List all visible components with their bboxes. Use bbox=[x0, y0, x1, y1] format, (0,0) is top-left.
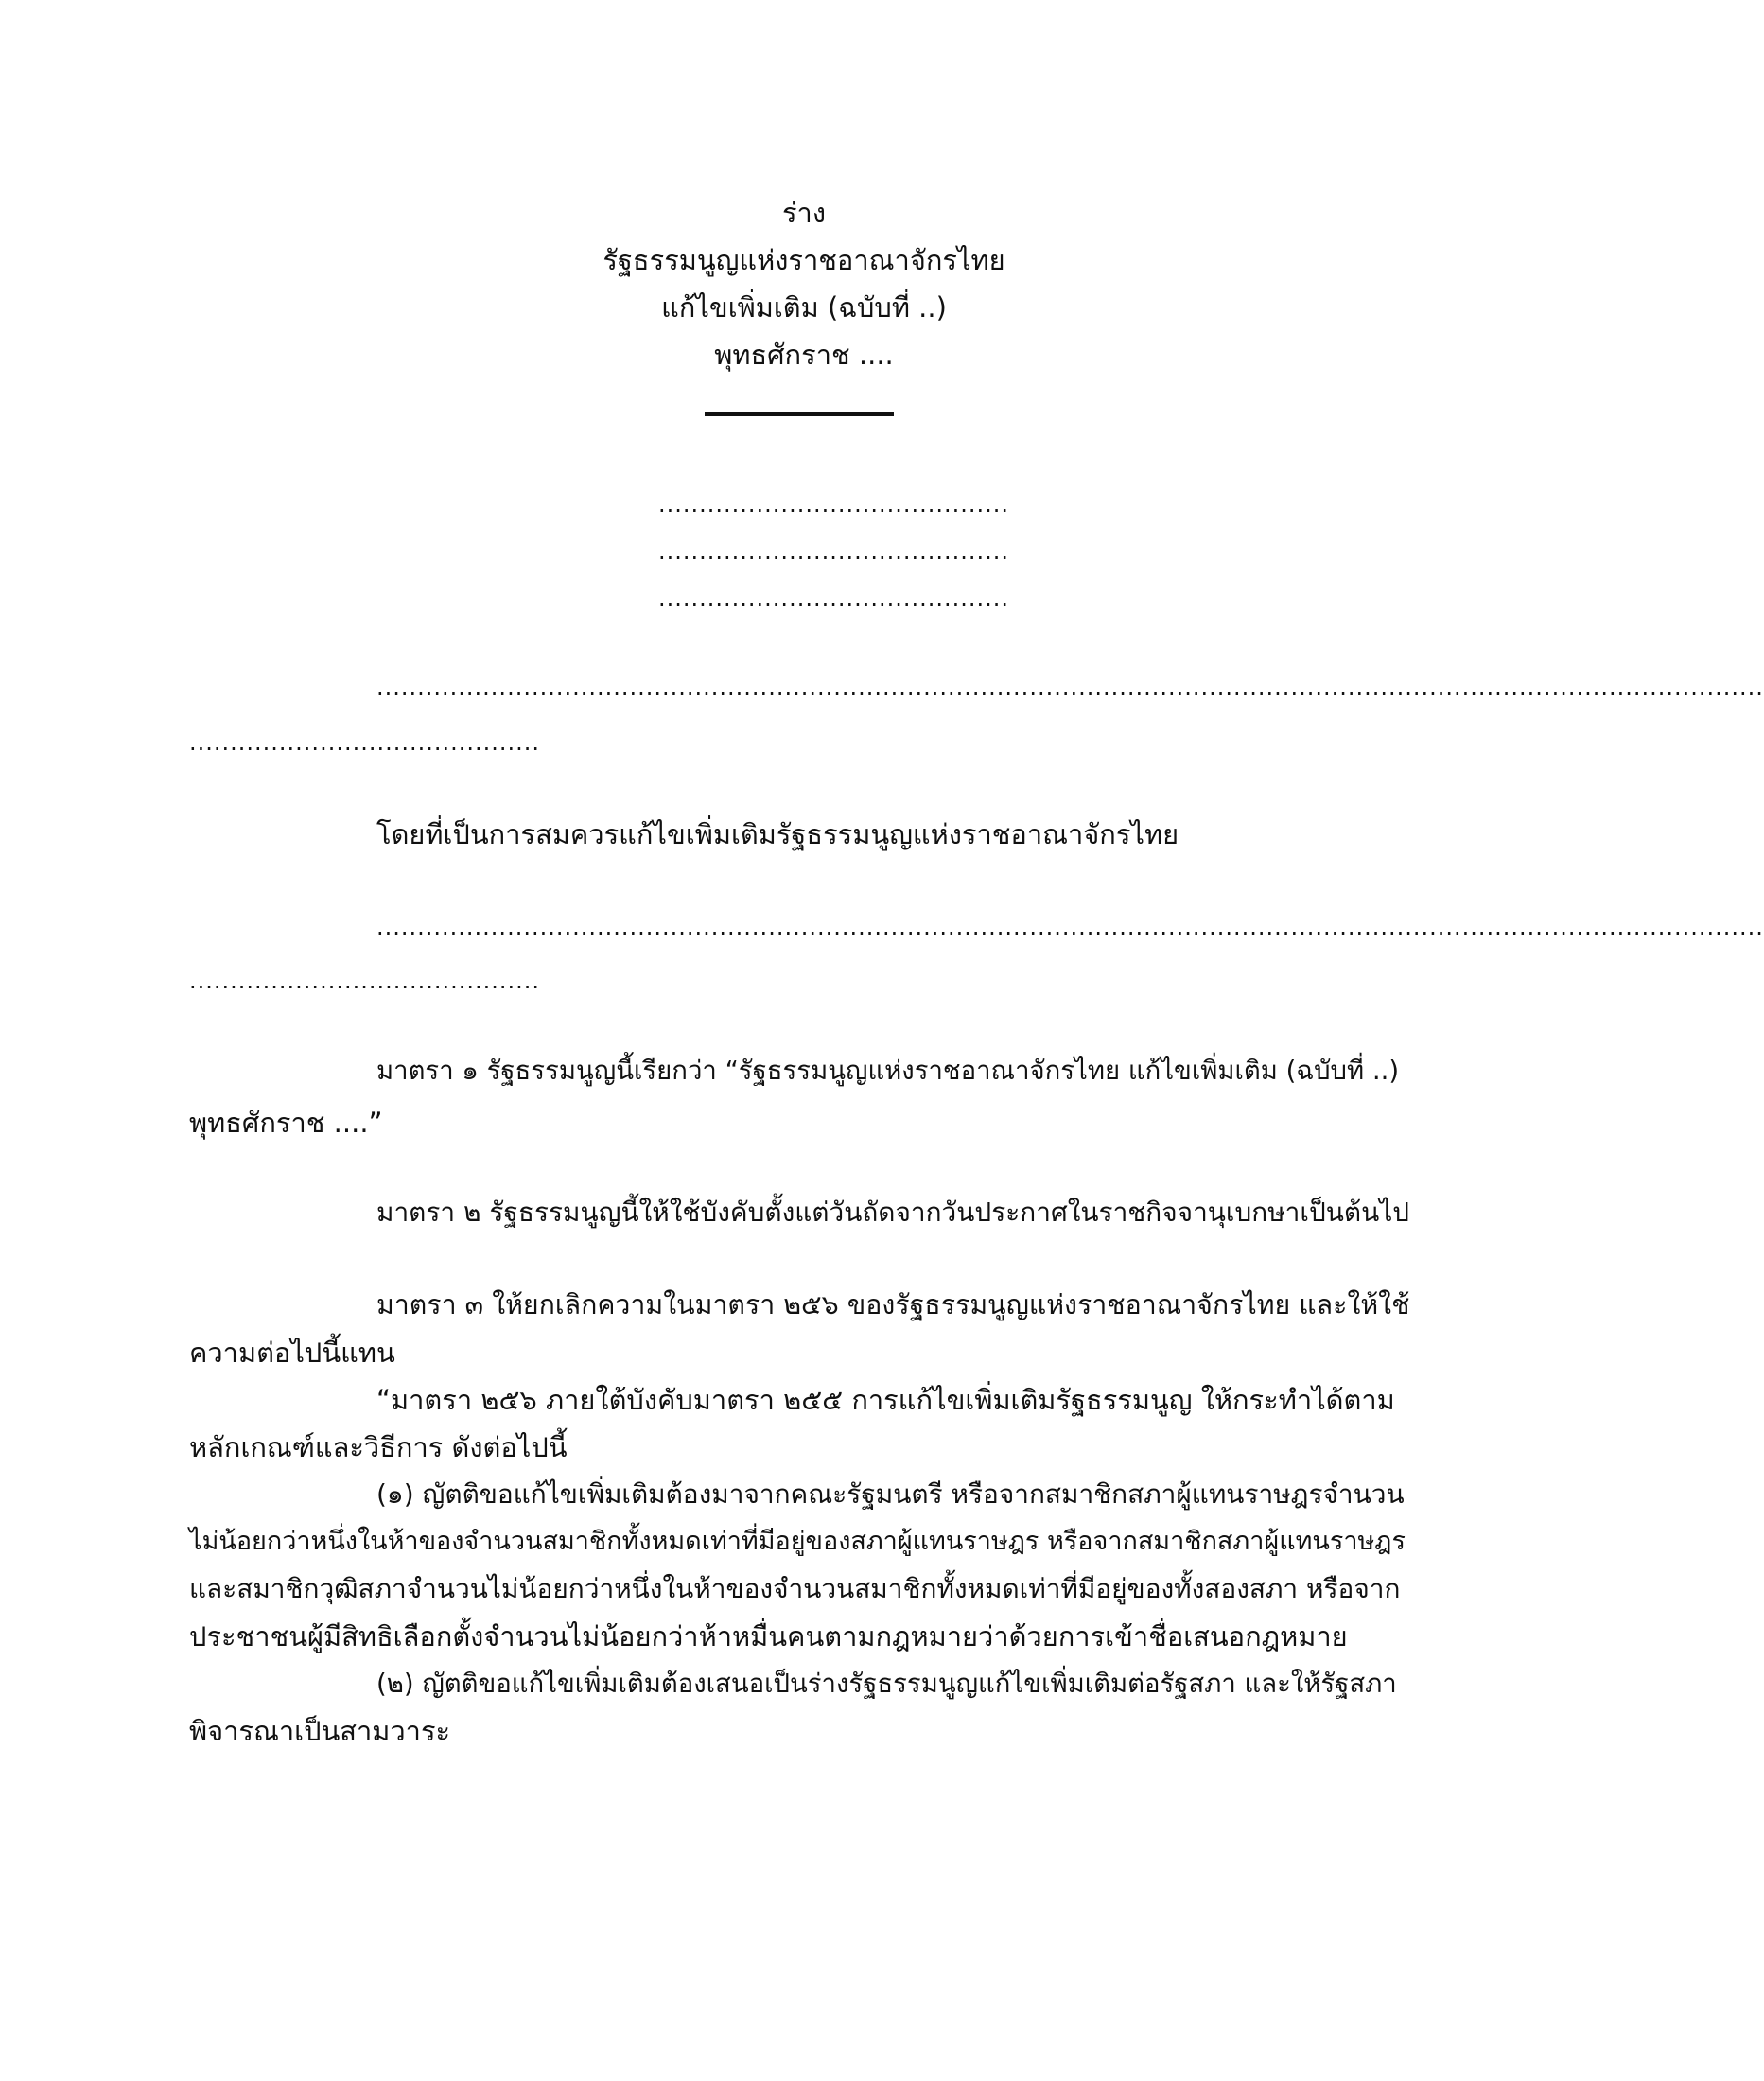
draft-label: ร่าง bbox=[781, 197, 827, 229]
section-3-line-2: ความต่อไปนี้แทน bbox=[189, 1337, 395, 1369]
preamble-text: โดยที่เป็นการสมควรแก้ไขเพิ่มเติมรัฐธรรมนูญแห่งราชอาณาจักรไทย bbox=[376, 818, 1179, 850]
preamble-dots-2b: ........................................... bbox=[189, 968, 541, 994]
signature-dots-3: ........................................... bbox=[658, 586, 1010, 612]
paragraph-1-line-4: ประชาชนผู้มีสิทธิเลือกตั้งจำนวนไม่น้อยกว่าห้าหมื่นคนตามกฎหมายว่าด้วยการเข้าชื่อเสนอกฎหมาย bbox=[189, 1620, 1348, 1653]
section-1-line-2: พุทธศักราช ....” bbox=[189, 1107, 383, 1139]
paragraph-2-line-2: พิจารณาเป็นสามวาระ bbox=[189, 1715, 451, 1747]
section-256-line-2: หลักเกณฑ์และวิธีการ ดังต่อไปนี้ bbox=[189, 1431, 568, 1463]
title-divider bbox=[705, 412, 894, 416]
preamble-dots-2a: .......................................................................................................................................................................... bbox=[376, 914, 1764, 940]
paragraph-1-line-3: และสมาชิกวุฒิสภาจำนวนไม่น้อยกว่าหนึ่งในห้าของจำนวนสมาชิกทั้งหมดเท่าที่มีอยู่ของทั้งสองสภา หรือจาก bbox=[189, 1573, 1401, 1604]
document-title: รัฐธรรมนูญแห่งราชอาณาจักรไทย bbox=[603, 244, 1005, 276]
signature-dots-1: ........................................... bbox=[658, 491, 1010, 517]
paragraph-1-line-2: ไม่น้อยกว่าหนึ่งในห้าของจำนวนสมาชิกทั้งหมดเท่าที่มีอยู่ของสภาผู้แทนราษฎร หรือจากสมาชิกสภาผู้แทนราษฎร bbox=[189, 1527, 1406, 1556]
signature-dots-2: ........................................... bbox=[658, 538, 1010, 565]
preamble-dots-1a: .......................................................................................................................................................................... bbox=[376, 674, 1764, 701]
preamble-dots-1b: ........................................... bbox=[189, 729, 541, 756]
section-256-line-1: “มาตรา ๒๕๖ ภายใต้บังคับมาตรา ๒๕๕ การแก้ไขเพิ่มเติมรัฐธรรมนูญ ให้กระทำได้ตาม bbox=[376, 1384, 1395, 1416]
section-2: มาตรา ๒ รัฐธรรมนูญนี้ให้ใช้บังคับตั้งแต่วันถัดจากวันประกาศในราชกิจจานุเบกษาเป็นต้นไป bbox=[376, 1197, 1410, 1228]
paragraph-2-line-1: (๒) ญัตติขอแก้ไขเพิ่มเติมต้องเสนอเป็นร่างรัฐธรรมนูญแก้ไขเพิ่มเติมต่อรัฐสภา และให้รัฐสภา bbox=[376, 1669, 1397, 1699]
buddhist-era-year: พุทธศักราช .... bbox=[714, 339, 894, 371]
amendment-number: แก้ไขเพิ่มเติม (ฉบับที่ ..) bbox=[661, 291, 947, 324]
section-1-line-1: มาตรา ๑ รัฐธรรมนูญนี้เรียกว่า “รัฐธรรมนูญแห่งราชอาณาจักรไทย แก้ไขเพิ่มเติม (ฉบับที่ ..) bbox=[376, 1056, 1400, 1086]
paragraph-1-line-1: (๑) ญัตติขอแก้ไขเพิ่มเติมต้องมาจากคณะรัฐมนตรี หรือจากสมาชิกสภาผู้แทนราษฎรจำนวน bbox=[376, 1478, 1405, 1510]
section-3-line-1: มาตรา ๓ ให้ยกเลิกความในมาตรา ๒๕๖ ของรัฐธรรมนูญแห่งราชอาณาจักรไทย และให้ใช้ bbox=[376, 1289, 1410, 1320]
